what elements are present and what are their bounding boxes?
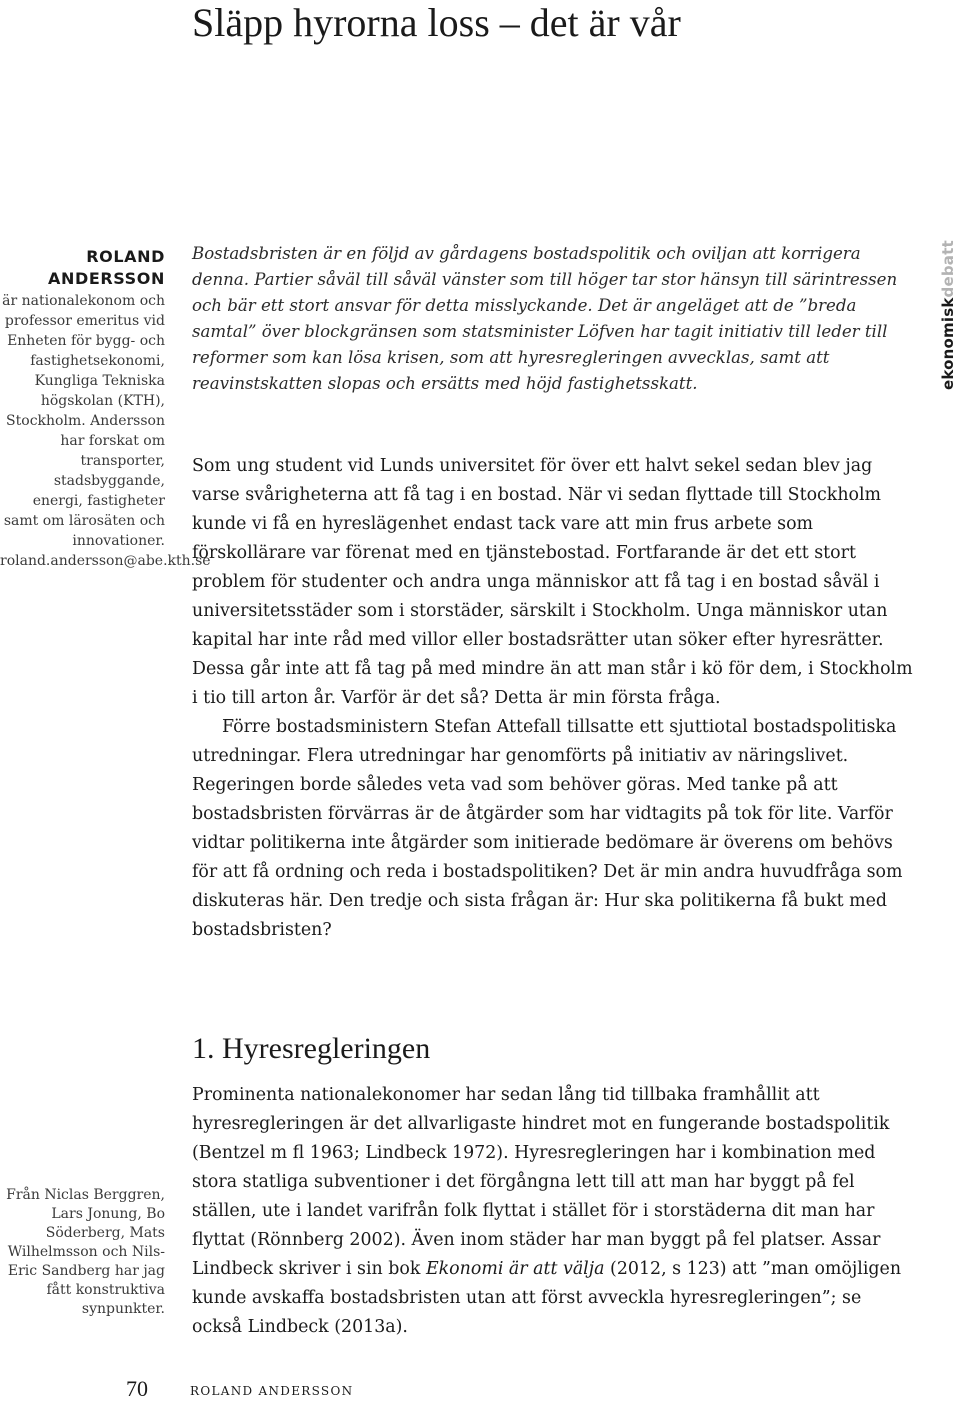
body-paragraph-1: Som ung student vid Lunds universitet för över ett halvt sekel sedan blev jag varse svårigheterna att få tag i en bostad. När vi sedan flyttade till Stockholm kunde vi få en hyreslägenhet endast tack vare att min frus arbete som förskollärare var förenat med en tjänstebostad. Fortfarande är det ett stort problem för studenter och andra unga människor att få tag i en bostad såväl i universitetsstäder som i storstäder, särskilt i Stockholm. Unga människor utan kapital har inte råd med villor eller bostadsrätter utan söker efter hyresrätter. Dessa går inte att få tag på med mindre än att man står i kö för dem, i Stockholm i tio till arton år. Varför är det så? Detta är min första fråga.: [192, 456, 913, 708]
author-bio: [0, 246, 211, 571]
footer-author: ROLAND ANDERSSON: [190, 1384, 354, 1398]
author-name: ROLAND ANDERSSON: [47, 247, 165, 288]
section-label-main: ekonomisk: [939, 297, 957, 390]
book-title: Ekonomi är att välja: [425, 1259, 605, 1279]
section-body: [192, 1081, 914, 1342]
acknowledgement-note: Från Niclas Berggren, Lars Jonung, Bo Söderberg, Mats Wilhelmsson och Nils-Eric Sandberg har jag fått konstruktiva synpunkter.: [6, 1187, 165, 1317]
author-bio-text: är nationalekonom och professor emeritus vid Enheten för bygg- och fastighetsekonomi, Kungliga Tekniska högskolan (KTH), Stockholm. Andersson har forskat om transporter, stadsbyggande, energi, fastigheter samt om lärosäten och innovationer. roland.andersson@abe.kth.se: [0, 293, 211, 569]
section-text-after-title: (2012, s 123) att ”man omöjligen kunde avskaffa bostadsbristen utan att först avveckla hyresregleringen”; se också Lindbeck (2013a).: [192, 1259, 902, 1337]
section-paragraph: [192, 1081, 914, 1342]
body-paragraph-2: Förre bostadsministern Stefan Attefall tillsatte ett sjuttiotal bostadspolitiska utredningar. Flera utredningar har genomförts på initiativ av näringslivet. Regeringen borde således veta vad som behöver göras. Med tanke på att bostadsbristen förvärras är de åtgärder som har vidtagits på tok för lite. Varför vidtar politikerna inte åtgärder som initierade bedömare är överens om behövs för att få ordning och reda i bostadspolitiken? Det är min andra huvudfråga som diskuteras här. Den tredje och sista frågan är: Hur ska politikerna få bukt med bostadsbristen?: [192, 717, 903, 940]
section-text-before-title: Prominenta nationalekonomer har sedan lång tid tillbaka framhållit att hyresregleringen är det allvarligaste hindret mot en fungerande bostadspolitik (Bentzel m fl 1963; Lindbeck 1972). Hyresregleringen har i kombination med stora statliga subventioner i det förgångna lett till att man har byggt på fel ställen, ute i landet varifrån folk flyttat i stället för i storstäderna dit man har flyttat (Rönnberg 2002). Även inom städer har man byggt på fel platser. Assar Lindbeck skriver i sin bok: [192, 1085, 890, 1279]
section-label: [938, 240, 958, 390]
lead-paragraph: Bostadsbristen är en följd av gårdagens bostadspolitik och oviljan att korrigera denna. Partier såväl till såväl vänster som till höger tar stor hänsyn till särintressen och bär ett stort ansvar för detta misslyckande. Det är angeläget att de ”breda samtal” över blockgränsen som statsminister Löfven har tagit initiativ till leder till reformer som kan lösa krisen, som att hyresregleringen avvecklas, samt att reavinstskatten slopas och ersätts med höjd fastighetsskatt.: [192, 244, 898, 393]
section-label-accent: debatt: [939, 240, 957, 298]
section-heading: 1. Hyresregleringen: [192, 1032, 431, 1065]
intro-body: [192, 452, 914, 945]
page-number: 70: [126, 1376, 148, 1401]
article-title: Släpp hyrorna loss – det är vår: [192, 0, 681, 45]
